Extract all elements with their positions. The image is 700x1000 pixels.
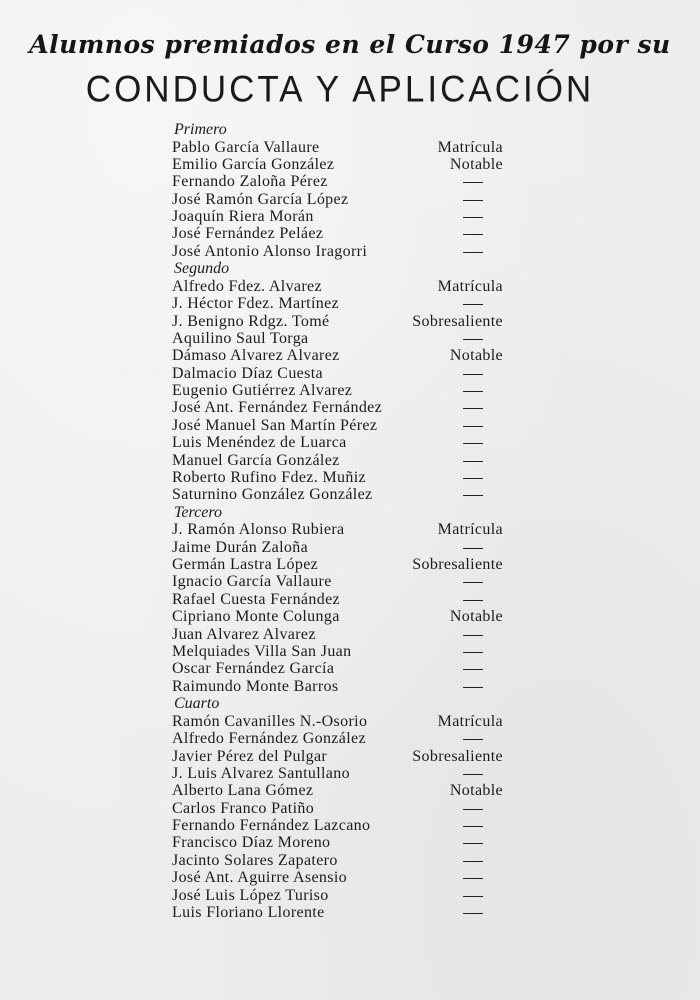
section-heading: Segundo [174,260,230,278]
no-grade-dash [463,391,483,392]
student-row [168,887,528,904]
student-row [168,678,528,695]
student-name: José Fernández Peláez [172,225,324,243]
student-name: Emilio García González [172,155,335,173]
student-name: Ignacio García Vallaure [172,573,332,591]
student-name: Aquilino Saul Torga [172,329,309,347]
student-row [168,452,528,469]
student-name: Alberto Lana Gómez [172,782,314,800]
student-grade: Notable [449,608,503,626]
student-grade: Notable [449,155,503,173]
student-row [168,869,528,886]
no-grade-dash [463,339,483,340]
student-row [168,556,528,573]
student-name: Jacinto Solares Zapatero [172,851,338,869]
student-name: José Manuel San Martín Pérez [172,416,378,434]
student-name: Carlos Franco Patiño [172,799,315,817]
student-row [168,278,528,295]
no-grade-dash [463,200,483,201]
student-row [168,800,528,817]
student-name: J. Héctor Fdez. Martínez [172,295,340,313]
student-name: Raimundo Monte Barros [172,677,339,695]
student-name: Fernando Zaloña Pérez [172,173,328,191]
no-grade-dash [463,861,483,862]
no-grade-dash [463,478,483,479]
student-row [168,765,528,782]
student-name: José Ant. Aguirre Asensio [172,869,347,887]
student-row [168,626,528,643]
no-grade-dash [463,669,483,670]
student-row [168,834,528,851]
student-name: Juan Alvarez Alvarez [172,625,316,643]
no-grade-dash [463,495,483,496]
student-name: Jaime Durán Zaloña [172,538,309,556]
student-row [168,748,528,765]
student-name: Saturnino González González [172,486,373,504]
student-row [168,521,528,538]
student-row [168,139,528,156]
student-row [168,660,528,677]
student-grade: Matrícula [437,277,503,295]
student-row [168,591,528,608]
student-name: José Luis López Turiso [172,886,329,904]
no-grade-dash [463,826,483,827]
no-grade-dash [463,443,483,444]
no-grade-dash [463,600,483,601]
student-name: Rafael Cuesta Fernández [172,590,340,608]
no-grade-dash [463,461,483,462]
student-name: Roberto Rufino Fdez. Muñiz [172,469,366,487]
student-row [168,295,528,312]
no-grade-dash [463,234,483,235]
no-grade-dash [463,878,483,879]
student-row [168,347,528,364]
student-row [168,573,528,590]
student-name: Alfredo Fernández González [172,730,366,748]
student-row [168,469,528,486]
student-name: Eugenio Gutiérrez Alvarez [172,382,353,400]
student-row [168,852,528,869]
student-name: Dámaso Alvarez Alvarez [172,347,340,365]
student-name: J. Luis Alvarez Santullano [172,764,350,782]
no-grade-dash [463,374,483,375]
student-grade: Notable [449,782,503,800]
student-name: J. Ramón Alonso Rubiera [172,521,345,539]
student-row [168,643,528,660]
section-heading: Cuarto [174,695,220,713]
student-row [168,904,528,921]
no-grade-dash [463,304,483,305]
no-grade-dash [463,635,483,636]
student-row [168,713,528,730]
student-row [168,330,528,347]
no-grade-dash [463,687,483,688]
student-row [168,365,528,382]
student-name: Joaquín Riera Morán [172,208,314,226]
no-grade-dash [463,913,483,914]
student-grade: Matrícula [437,521,503,539]
student-grade: Matrícula [437,712,503,730]
section-heading: Tercero [174,503,222,521]
student-name: Alfredo Fdez. Alvarez [172,277,322,295]
student-name: Ramón Cavanilles N.-Osorio [172,712,368,730]
student-name: Luis Floriano Llorente [172,904,325,922]
student-name: José Ramón García López [172,190,349,208]
student-name: Dalmacio Díaz Cuesta [172,364,323,382]
student-grade: Notable [449,347,503,365]
student-name: José Ant. Fernández Fernández [172,399,383,417]
document-subtitle: Alumnos premiados en el Curso 1947 por su [29,30,671,59]
student-name: J. Benigno Rdgz. Tomé [172,312,330,330]
student-name: Fernando Fernández Lazcano [172,817,371,835]
student-name: Pablo García Vallaure [172,138,320,156]
no-grade-dash [463,809,483,810]
student-row [168,730,528,747]
student-row [168,208,528,225]
award-list [168,121,528,921]
student-row [168,608,528,625]
no-grade-dash [463,408,483,409]
no-grade-dash [463,896,483,897]
student-name: Germán Lastra López [172,556,319,574]
no-grade-dash [463,182,483,183]
student-row [168,486,528,503]
student-row [168,434,528,451]
document-title: CONDUCTA Y APLICACIÓN [85,69,595,110]
student-grade: Sobresaliente [412,312,503,330]
student-grade: Sobresaliente [412,747,503,765]
student-row [168,417,528,434]
no-grade-dash [463,774,483,775]
no-grade-dash [463,426,483,427]
student-name: Francisco Díaz Moreno [172,834,331,852]
no-grade-dash [463,739,483,740]
student-name: Cipriano Monte Colunga [172,608,340,626]
no-grade-dash [463,582,483,583]
section-heading: Primero [174,121,227,138]
student-row [168,225,528,242]
student-row [168,817,528,834]
student-name: Oscar Fernández García [172,660,335,678]
student-row [168,399,528,416]
student-row [168,313,528,330]
no-grade-dash [463,548,483,549]
student-row [168,173,528,190]
student-row [168,156,528,173]
student-name: José Antonio Alonso Iragorri [172,242,368,260]
student-row [168,191,528,208]
student-name: Javier Pérez del Pulgar [172,747,328,765]
student-row [168,243,528,260]
student-row [168,382,528,399]
no-grade-dash [463,252,483,253]
no-grade-dash [463,843,483,844]
student-name: Luis Menéndez de Luarca [172,434,347,452]
student-grade: Sobresaliente [412,556,503,574]
student-name: Manuel García González [172,451,340,469]
student-row [168,782,528,799]
no-grade-dash [463,652,483,653]
student-grade: Matrícula [437,138,503,156]
student-row [168,539,528,556]
no-grade-dash [463,217,483,218]
student-name: Melquiades Villa San Juan [172,643,352,661]
